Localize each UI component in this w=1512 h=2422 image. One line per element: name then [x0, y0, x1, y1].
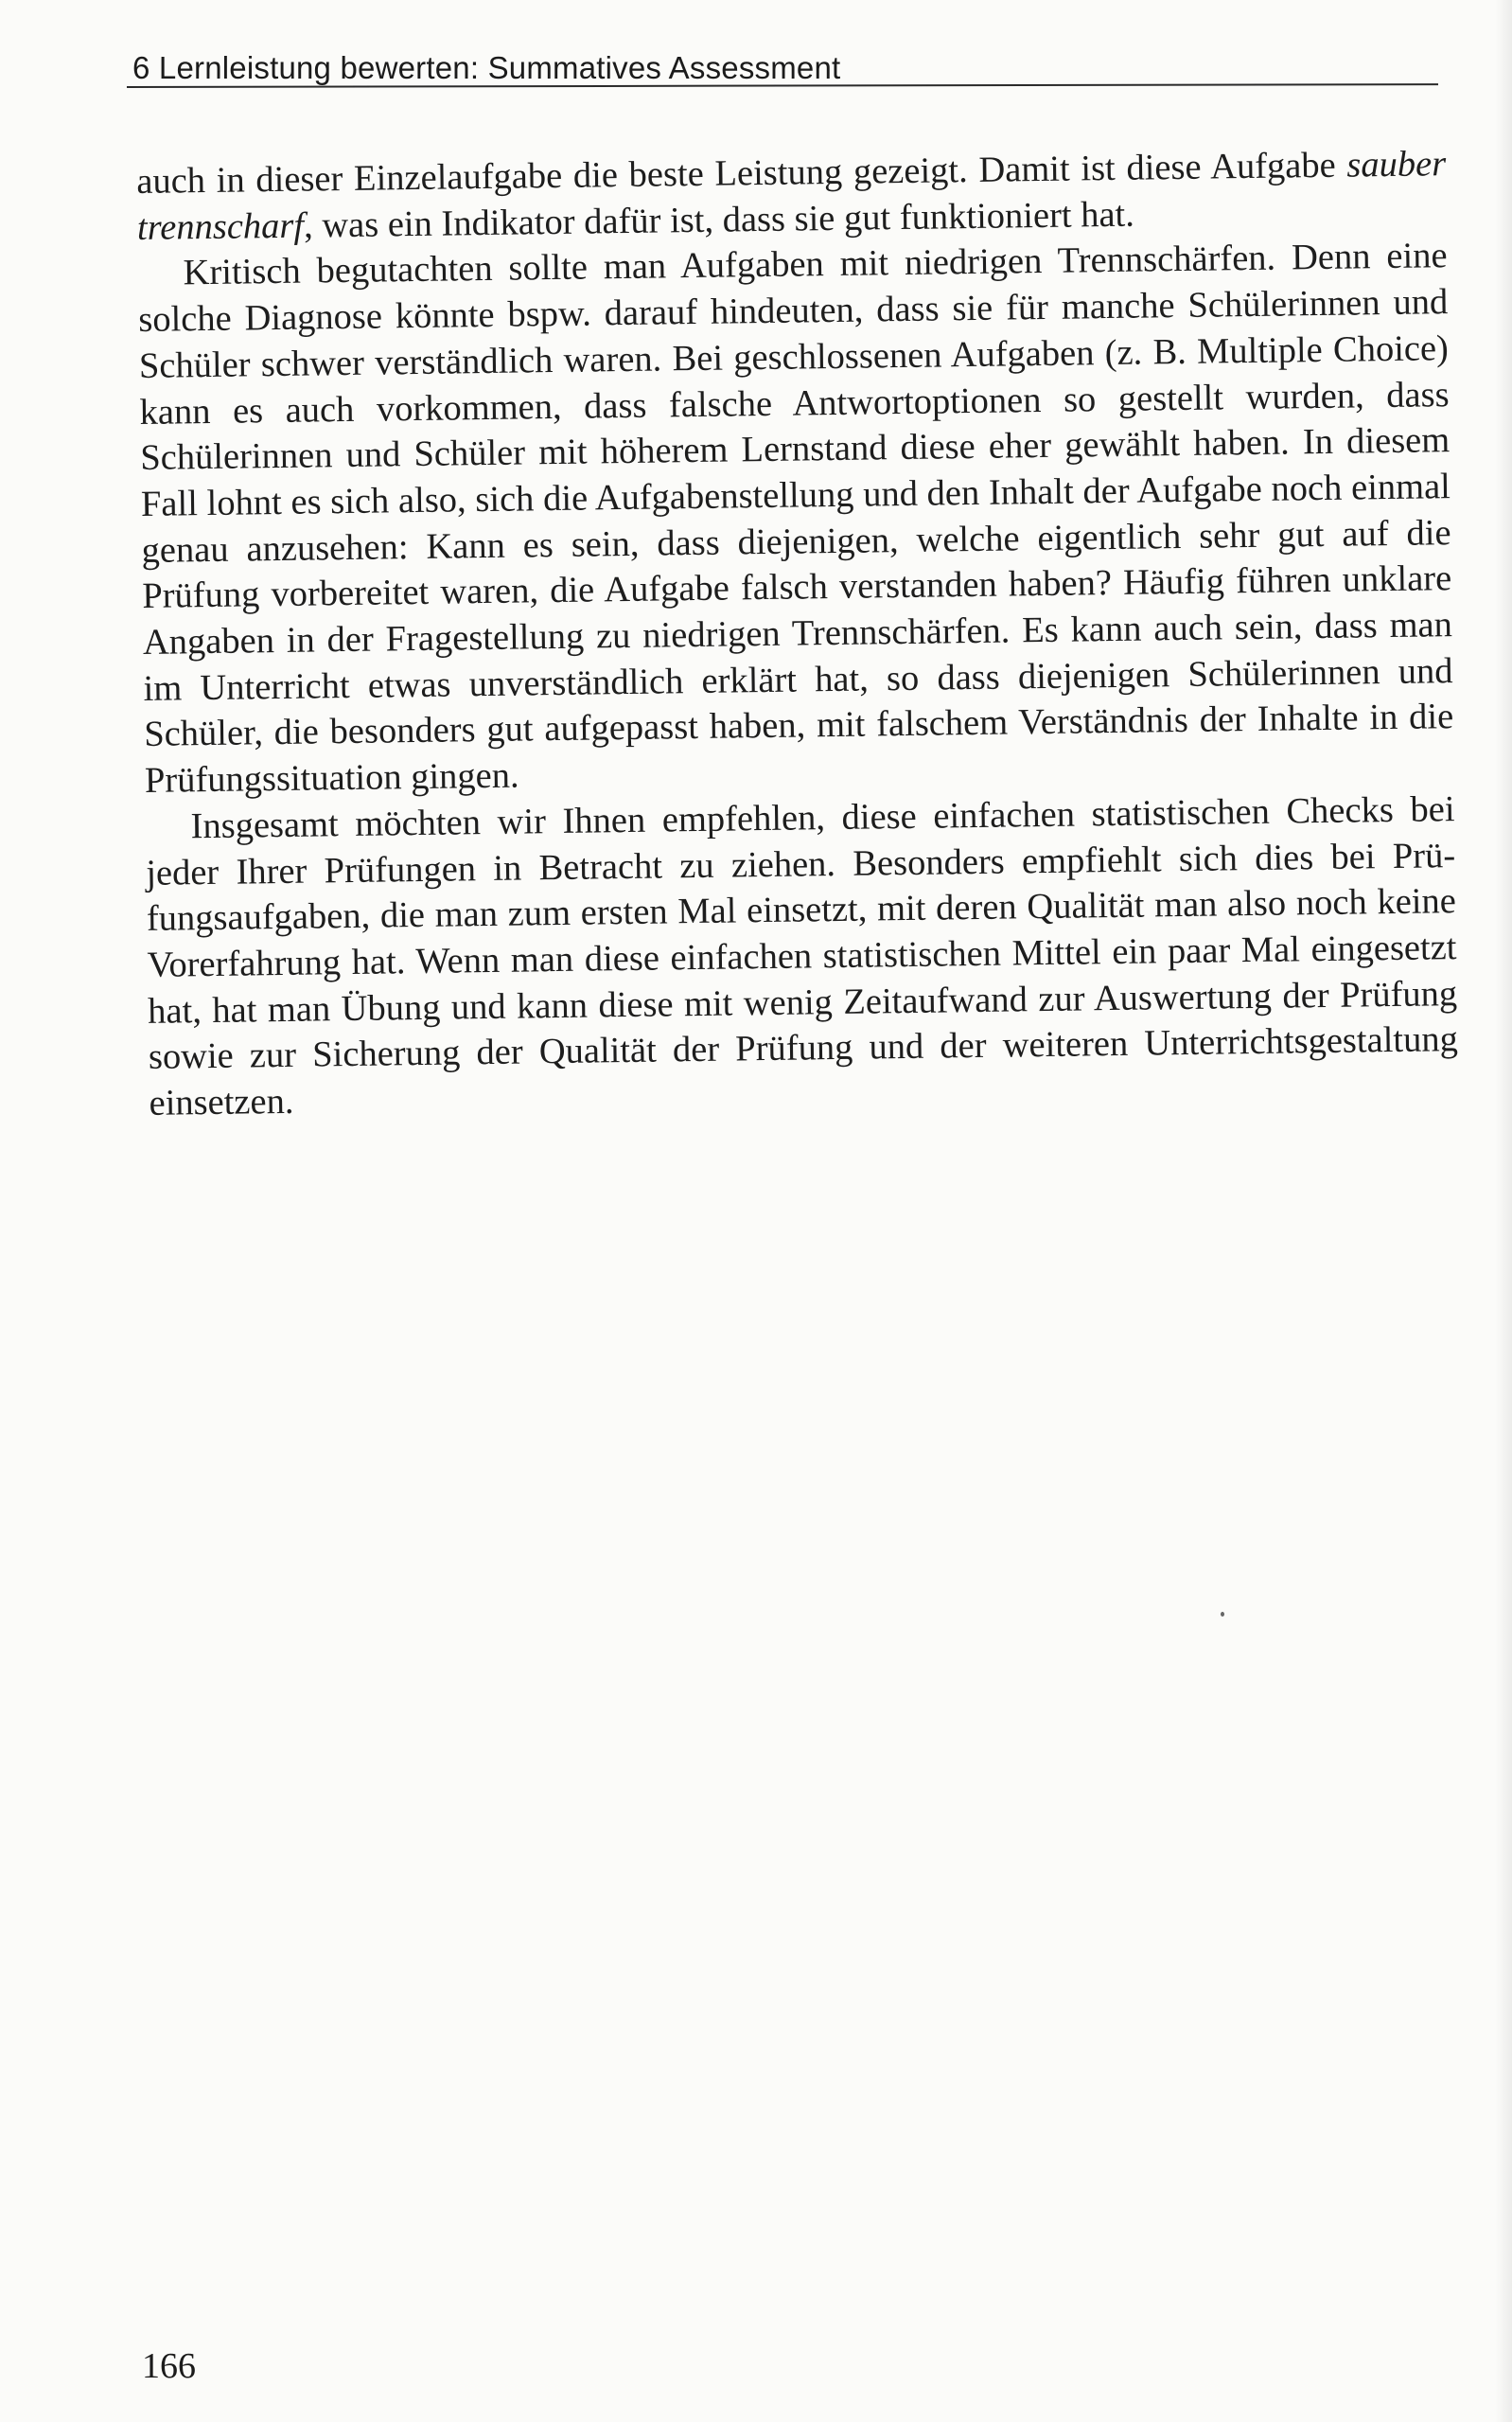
paragraph-2: Kritisch begutachten sollte man Aufgaben mit niedrigen Trennschärfen. Denn eine solche Diagnose könnte bspw. darauf hindeuten, dass sie für manche Schülerinnen und Schüler schwer verständlich waren. Bei geschlossenen Aufgaben (z. B. Multiple Choice) kann es auch vorkommen, dass falsche Antwortoptionen so gestellt wurden, dass Schülerinnen und Schüler mit höherem Lernstand diese eher gewählt haben. In diesem Fall lohnt es sich also, sich die Aufgabenstellung und den Inhalt der Aufgabe noch einmal genau anzusehen: Kann es sein, dass diejenigen, welche eigentlich sehr gut auf die Prüfung vorbereitet waren, die Aufgabe falsch verstanden haben? Häufig führen unklare Angaben in der Fragestellung zu niedrigen Trennschärfen. Es kann auch sein, dass man im Unterricht etwas unverständlich erklärt hat, so dass diejenigen Schülerinnen und Schüler, die besonders gut aufgepasst haben, mit falschem Verständnis der Inhalte in die Prüfungssituation gingen. [138, 236, 1454, 802]
paragraph-1-text-start: auch in dieser Einzelaufgabe die beste Leistung gezeigt. Damit ist diese Aufgabe [136, 145, 1347, 202]
body-text [136, 141, 1459, 1127]
running-head-title: 6 Lernleistung bewerten: Summatives Assessment [132, 50, 841, 85]
paragraph-3: Insgesamt möchten wir Ihnen empfehlen, diese einfachen statistischen Checks bei jeder Ihrer Prüfungen in Betracht zu ziehen. Besonders empfiehlt sich dies bei Prüfungsaufgaben, die man zum ersten Mal einsetzt, mit deren Qualität man also noch keine Vorerfahrung hat. Wenn man diese einfachen statistischen Mittel ein paar Mal eingesetzt hat, hat man Übung und kann diese mit wenig Zeitaufwand zur Auswertung der Prüfung sowie zur Sicherung der Qualität der Prüfung und der weiteren Unterrichtsgestaltung einsetzen. [145, 788, 1459, 1123]
paragraph-1-text-end: , was ein Indikator dafür ist, dass sie gut funktioniert hat. [303, 194, 1135, 246]
emphasized-term: sauber trennscharf [136, 144, 1447, 248]
scan-speck [1221, 1612, 1224, 1617]
paragraph-continuation [136, 141, 1447, 251]
page-number: 166 [142, 2346, 196, 2386]
page-edge-shadow [1495, 0, 1512, 2422]
